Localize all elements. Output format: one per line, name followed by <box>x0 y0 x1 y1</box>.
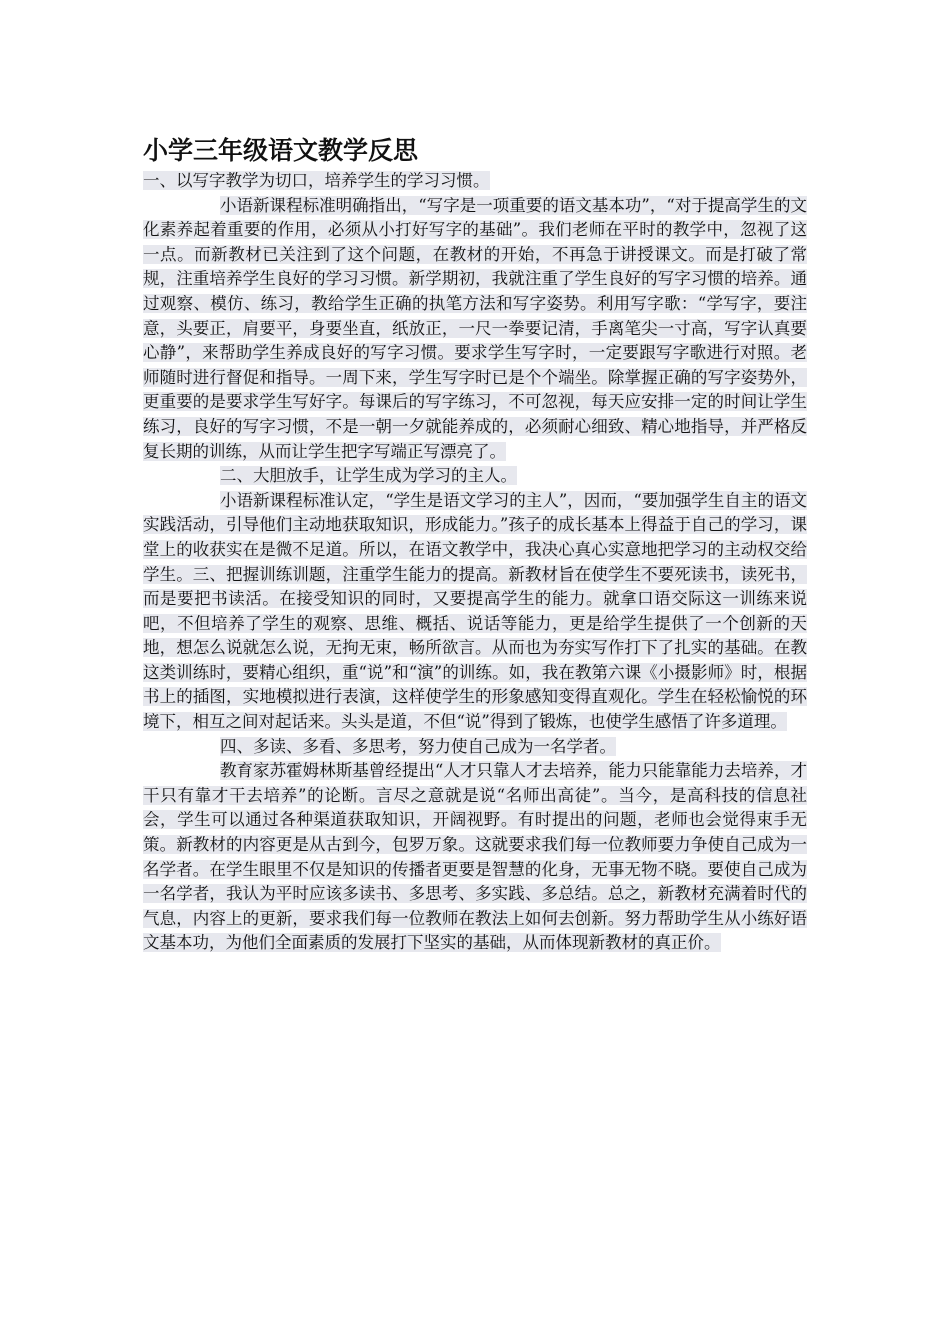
paragraph-text: 一、以写字教学为切口，培养学生的学习习惯。 <box>143 171 490 190</box>
document-title: 小学三年级语文教学反思 <box>143 136 419 165</box>
section-heading-1 <box>143 169 807 194</box>
paragraph-writing-habits <box>143 194 807 465</box>
section-heading-2 <box>143 464 807 489</box>
document-body <box>143 133 807 956</box>
paragraph-student-autonomy <box>143 489 807 735</box>
paragraph-text: 二、大胆放手，让学生成为学习的主人。 <box>220 466 517 486</box>
paragraph-text: 教育家苏霍姆林斯基曾经提出“人才只靠人才去培养，能力只能靠能力去培养，才干只有靠才干去培养”的论断。言尽之意就是说“名师出高徒”。当今，是高科技的信息社会，学生可以通过各种渠道获取知识，开阔视野。有时提出的问题，老师也会觉得束手无策。新教材的内容更是从古到今，包罗万象。这就要求我们每一位教师要力争使自己成为一名学者。在学生眼里不仅是知识的传播者更要是智慧的化身，无事无物不晓。要使自己成为一名学者，我认为平时应该多读书、多思考、多实践、多总结。总之，新教材充满着时代的气息，内容上的更新，要求我们每一位教师在教法上如何去创新。努力帮助学生从小练好语文基本功，为他们全面素质的发展打下坚实的基础，从而体现新教材的真正价。 <box>143 761 807 953</box>
paragraph-text: 小语新课程标准认定，“学生是语文学习的主人”，因而，“要加强学生自主的语文实践活动，引导他们主动地获取知识，形成能力。”孩子的成长基本上得益于自己的学习，课堂上的收获实在是微不足道。所以，在语文教学中，我决心真心实意地把学习的主动权交给学生。三、把握训练训题，注重学生能力的提高。新教材旨在使学生不要死读书，读死书，而是要把书读活。在接受知识的同时，又要提高学生的能力。就拿口语交际这一训练来说吧，不但培养了学生的观察、思维、概括、说话等能力，更是给学生提供了一个创新的天地，想怎么说就怎么说，无拘无束，畅所欲言。从而也为夯实写作打下了扎实的基础。在教这类训练时，要精心组织，重“说”和“演”的训练。如，我在教第六课《小摄影师》时，根据书上的插图，实地模拟进行表演，这样使学生的形象感知变得直观化。学生在轻松愉悦的环境下，相互之间对起话来。头头是道，不但“说”得到了锻炼，也使学生感悟了许多道理。 <box>143 490 807 732</box>
section-heading-4 <box>143 735 807 760</box>
paragraph-text: 小语新课程标准明确指出，“写字是一项重要的语文基本功”，“对于提高学生的文化素养起着重要的作用，必须从小打好写字的基础”。我们老师在平时的教学中，忽视了这一点。而新教材已关注到了这个问题，在教材的开始，不再急于讲授课文。而是打破了常规，注重培养学生良好的学习习惯。新学期初，我就注重了学生良好的写字习惯的培养。通过观察、模仿、练习，教给学生正确的执笔方法和写字姿势。利用写字歌：“学写字，要注意，头要正，肩要平，身要坐直，纸放正，一尺一拳要记清，手离笔尖一寸高，写字认真要心静”，来帮助学生养成良好的写字习惯。要求学生写字时，一定要跟写字歌进行对照。老师随时进行督促和指导。一周下来，学生写字时已是个个端坐。除掌握正确的写字姿势外，更重要的是要求学生写好字。每课后的写字练习，不可忽视，每天应安排一定的时间让学生练习，良好的写字习惯，不是一朝一夕就能养成的，必须耐心细致、精心地指导，并严格反复长期的训练，从而让学生把字写端正写漂亮了。 <box>143 195 807 461</box>
paragraph-teacher-scholar <box>143 759 807 956</box>
paragraph-text: 四、多读、多看、多思考，努力使自己成为一名学者。 <box>220 736 616 756</box>
